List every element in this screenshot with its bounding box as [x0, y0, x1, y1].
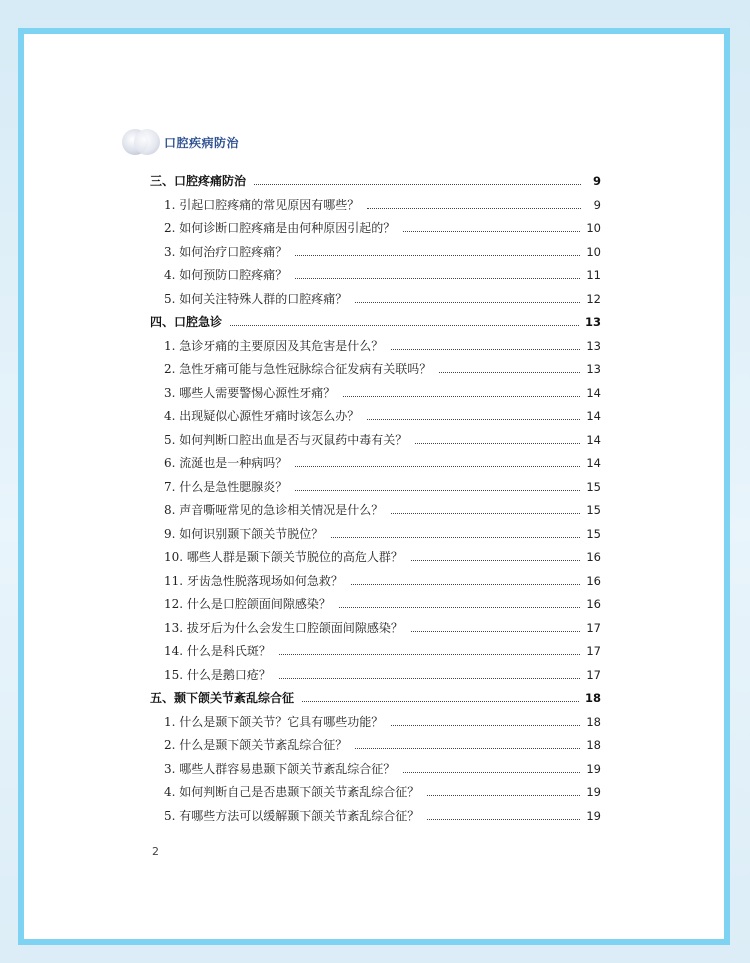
- toc-entry-label: 三、口腔疼痛防治: [150, 174, 247, 188]
- toc-entry-page: 16: [586, 597, 601, 611]
- dot-leader: [295, 278, 580, 279]
- toc-item[interactable]: [150, 454, 601, 476]
- dot-leader: [302, 701, 579, 702]
- toc-entry-page: 13: [586, 362, 601, 376]
- dot-leader: [331, 537, 580, 538]
- toc-item[interactable]: [150, 478, 601, 500]
- toc-entry-label: 5. 如何关注特殊人群的口腔疼痛？: [164, 291, 348, 306]
- toc-entry-page: 14: [586, 409, 601, 423]
- toc-entry-label: 14. 什么是科氏斑？: [164, 644, 271, 658]
- dot-leader: [439, 372, 580, 373]
- toc-section[interactable]: [150, 313, 601, 335]
- dot-leader: [367, 419, 580, 420]
- toc-item[interactable]: [150, 548, 601, 570]
- dot-leader: [295, 490, 580, 491]
- toc-entry-page: 19: [586, 785, 601, 799]
- toc-entry-page: 9: [593, 197, 601, 212]
- dot-leader: [355, 748, 580, 749]
- dot-leader: [295, 255, 580, 256]
- toc-item[interactable]: [150, 807, 601, 829]
- toc-item[interactable]: [150, 783, 601, 805]
- dot-leader: [351, 584, 580, 585]
- toc-entry-label: 1. 急诊牙痛的主要原因及其危害是什么？: [164, 338, 384, 353]
- toc-entry-label: 四、口腔急诊: [150, 315, 223, 329]
- dot-leader: [279, 654, 580, 655]
- toc-item[interactable]: [150, 266, 601, 288]
- toc-entry-page: 16: [586, 573, 601, 588]
- toc-entry-page: 18: [584, 691, 601, 705]
- toc-entry-label: 10. 哪些人群是颞下颌关节脱位的高危人群？: [164, 550, 403, 564]
- toc-entry-page: 15: [586, 503, 601, 517]
- dot-leader: [355, 302, 580, 303]
- toc-entry-page: 14: [586, 385, 601, 400]
- dot-leader: [339, 607, 580, 608]
- toc-entry-page: 13: [586, 338, 601, 353]
- toc-item[interactable]: [150, 736, 601, 758]
- toc-entry-page: 15: [586, 479, 601, 494]
- toc-entry-page: 11: [586, 268, 601, 282]
- toc-entry-page: 14: [586, 456, 601, 470]
- toc-entry-page: 13: [584, 315, 601, 329]
- toc-item[interactable]: [150, 713, 601, 735]
- toc-item[interactable]: [150, 407, 601, 429]
- toc-entry-label: 1. 什么是颞下颌关节？它具有哪些功能？: [164, 714, 384, 729]
- dot-leader: [427, 819, 580, 820]
- toc-item[interactable]: [150, 243, 601, 265]
- toc-entry-label: 3. 哪些人群容易患颞下颌关节紊乱综合征？: [164, 761, 396, 776]
- toc-entry-page: 16: [586, 550, 601, 564]
- toc-entry-label: 9. 如何识别颞下颌关节脱位？: [164, 526, 324, 541]
- toc-item[interactable]: [150, 384, 601, 406]
- dot-leader: [415, 443, 580, 444]
- toc-entry-page: 10: [586, 221, 601, 235]
- dot-leader: [403, 772, 580, 773]
- dot-leader: [391, 513, 580, 514]
- page-number: 2: [152, 845, 159, 858]
- toc-entry-label: 5. 如何判断口腔出血是否与灭鼠药中毒有关？: [164, 432, 408, 447]
- toc-entry-page: 9: [592, 174, 601, 188]
- toc-entry-label: 5. 有哪些方法可以缓解颞下颌关节紊乱综合征？: [164, 808, 420, 823]
- toc-section[interactable]: [150, 689, 601, 711]
- dot-leader: [391, 349, 580, 350]
- toc-entry-label: 3. 哪些人需要警惕心源性牙痛？: [164, 385, 336, 400]
- toc-entry-label: 15. 什么是鹅口疮？: [164, 667, 271, 682]
- toc-item[interactable]: [150, 619, 601, 641]
- toc-entry-label: 11. 牙齿急性脱落现场如何急救？: [164, 573, 343, 588]
- toc-entry-label: 4. 出现疑似心源性牙痛时该怎么办？: [164, 409, 360, 423]
- dot-leader: [367, 208, 581, 209]
- dot-leader: [295, 466, 580, 467]
- dot-leader: [343, 396, 580, 397]
- toc-entry-label: 7. 什么是急性腮腺炎？: [164, 479, 288, 494]
- toc-entry-label: 4. 如何预防口腔疼痛？: [164, 268, 288, 282]
- toc-entry-page: 14: [586, 432, 601, 447]
- toc-item[interactable]: [150, 595, 601, 617]
- dot-leader: [411, 631, 580, 632]
- dot-leader: [427, 795, 580, 796]
- toc-item[interactable]: [150, 219, 601, 241]
- toc-entry-page: 18: [586, 714, 601, 729]
- toc-entry-page: 17: [586, 620, 601, 635]
- toc-item[interactable]: [150, 290, 601, 312]
- toc-item[interactable]: [150, 360, 601, 382]
- toc-entry-label: 13. 拔牙后为什么会发生口腔颌面间隙感染？: [164, 620, 403, 635]
- chapter-title: 口腔疾病防治: [164, 135, 240, 150]
- dot-leader: [254, 184, 581, 185]
- toc-entry-page: 15: [586, 526, 601, 541]
- toc-item[interactable]: [150, 501, 601, 523]
- dot-leader: [403, 231, 580, 232]
- toc-item[interactable]: [150, 572, 601, 594]
- toc-entry-label: 12. 什么是口腔颌面间隙感染？: [164, 597, 331, 611]
- toc-entry-page: 10: [586, 244, 601, 259]
- toc-item[interactable]: [150, 196, 601, 218]
- dot-leader: [230, 325, 579, 326]
- toc-entry-page: 12: [586, 291, 601, 306]
- chapter-header: [122, 128, 239, 156]
- toc-item[interactable]: [150, 525, 601, 547]
- toc-entry-label: 2. 什么是颞下颌关节紊乱综合征？: [164, 738, 348, 752]
- toc-entry-page: 19: [586, 761, 601, 776]
- toc-entry-label: 6. 流涎也是一种病吗？: [164, 456, 288, 470]
- circles-logo-icon: [122, 128, 156, 156]
- toc-item[interactable]: [150, 642, 601, 664]
- toc-entry-page: 18: [586, 738, 601, 752]
- dot-leader: [411, 560, 580, 561]
- toc-entry-label: 五、颞下颌关节紊乱综合征: [150, 691, 295, 705]
- toc-entry-label: 4. 如何判断自己是否患颞下颌关节紊乱综合征？: [164, 785, 420, 799]
- toc-item[interactable]: [150, 760, 601, 782]
- toc-entry-label: 8. 声音嘶哑常见的急诊相关情况是什么？: [164, 503, 384, 517]
- toc-entry-label: 1. 引起口腔疼痛的常见原因有哪些？: [164, 197, 360, 212]
- toc-section[interactable]: [150, 172, 601, 194]
- toc-entry-label: 3. 如何治疗口腔疼痛？: [164, 244, 288, 259]
- toc-entry-page: 19: [586, 808, 601, 823]
- toc-item[interactable]: [150, 666, 601, 688]
- dot-leader: [279, 678, 580, 679]
- toc-entry-page: 17: [586, 667, 601, 682]
- toc-entry-page: 17: [586, 644, 601, 658]
- dot-leader: [391, 725, 580, 726]
- toc-item[interactable]: [150, 337, 601, 359]
- toc-entry-label: 2. 急性牙痛可能与急性冠脉综合征发病有关联吗？: [164, 362, 432, 376]
- toc-entry-label: 2. 如何诊断口腔疼痛是由何种原因引起的？: [164, 221, 396, 235]
- toc-item[interactable]: [150, 431, 601, 453]
